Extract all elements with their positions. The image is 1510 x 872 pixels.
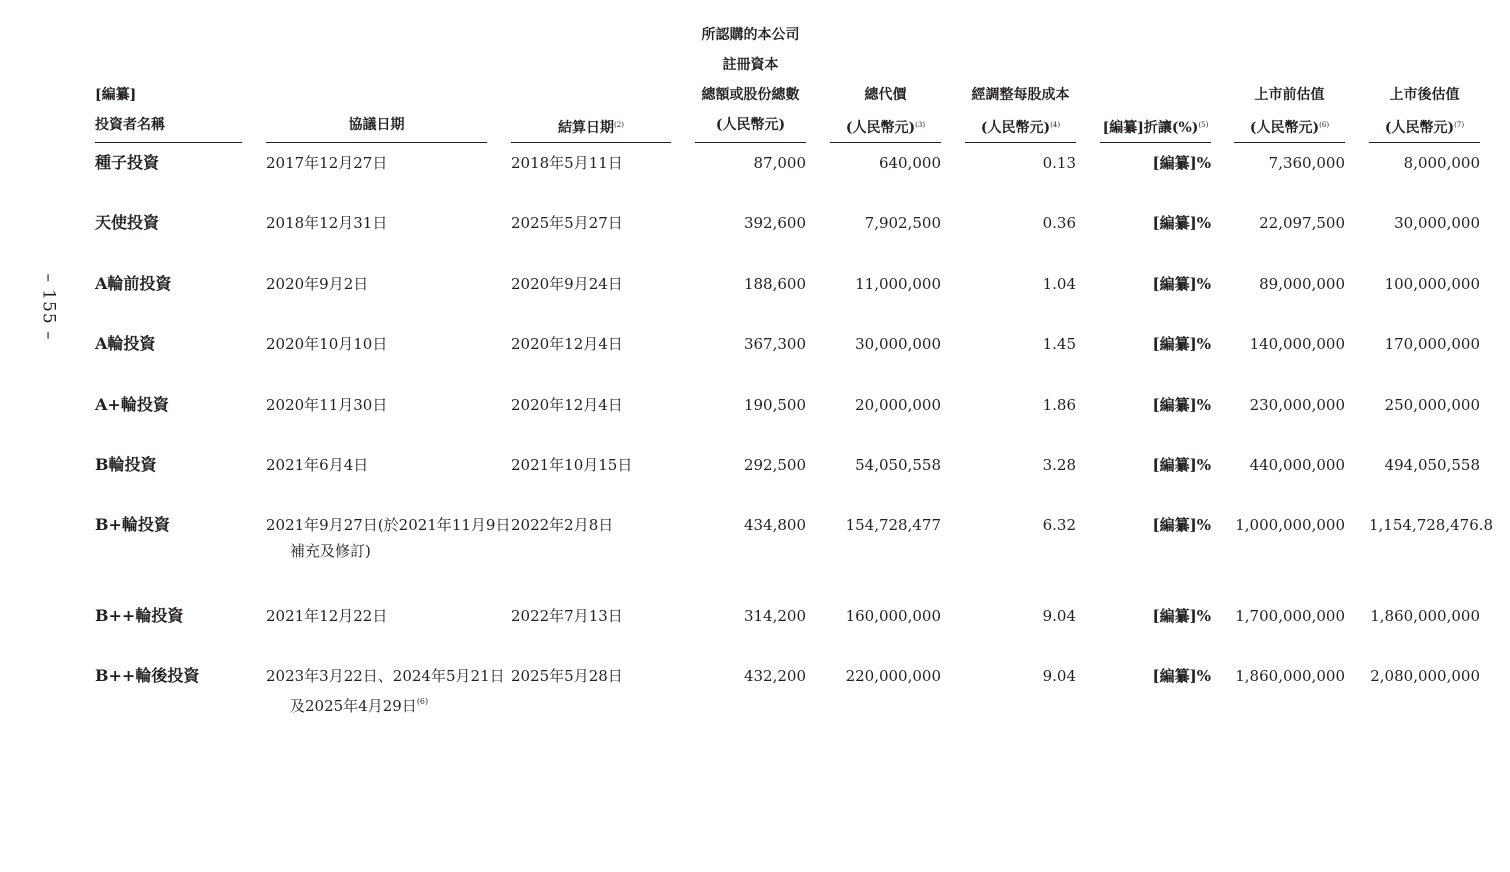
table-cell-capital — [695, 150, 806, 176]
table-cell-consideration — [830, 663, 941, 689]
table-cell-cost — [965, 452, 1076, 478]
cell-text: [編纂]% — [1152, 154, 1211, 172]
table-cell-pre — [1234, 512, 1345, 538]
cell-text: 8,000,000 — [1403, 154, 1480, 172]
table-cell-post — [1369, 512, 1494, 538]
cell-text: 1,860,000,000 — [1235, 667, 1345, 685]
header-line — [1234, 80, 1345, 110]
table-cell-capital — [695, 512, 806, 538]
header-text: 註冊資本 — [722, 57, 779, 73]
table-cell-cost — [965, 663, 1076, 689]
cell-text: 2021年6月4日 — [266, 456, 369, 474]
table-cell-name — [95, 663, 242, 689]
cell-text: 9.04 — [1042, 667, 1076, 685]
cell-text: 7,902,500 — [864, 214, 941, 232]
cell-text: B輪投資 — [95, 455, 157, 474]
table-cell-name — [95, 210, 242, 236]
cell-text: 432,200 — [743, 667, 806, 685]
table-cell-name — [95, 512, 242, 538]
header-underline — [1234, 142, 1345, 143]
column-header-investor — [95, 80, 242, 140]
table-cell-agreement — [266, 150, 487, 176]
table-cell-settlement — [511, 392, 671, 418]
header-underline — [95, 142, 242, 143]
table-cell-settlement — [511, 663, 671, 689]
column-header-agreement-date — [266, 110, 487, 140]
cell-text: 2025年5月28日 — [511, 667, 623, 685]
table-cell-post — [1369, 603, 1480, 629]
cell-text: 494,050,558 — [1384, 456, 1480, 474]
cell-text: 2020年11月30日 — [266, 396, 388, 414]
header-line — [95, 110, 242, 140]
header-text: 所認購的本公司 — [701, 27, 800, 43]
cell-text: 367,300 — [743, 335, 806, 353]
table-cell-consideration — [830, 271, 941, 297]
table-cell-pre — [1234, 392, 1345, 418]
cell-text: 1.04 — [1042, 275, 1076, 293]
header-line — [695, 50, 806, 80]
table-cell-consideration — [830, 603, 941, 629]
header-text: (人民幣元) — [1249, 120, 1320, 136]
cell-text: A+輪投資 — [95, 395, 169, 414]
cell-text: 230,000,000 — [1249, 396, 1345, 414]
table-cell-capital — [695, 331, 806, 357]
table-cell-name — [95, 331, 242, 357]
cell-text: 補充及修訂) — [290, 542, 371, 560]
cell-text: [編纂]% — [1152, 396, 1211, 414]
cell-text: 2020年12月4日 — [511, 396, 623, 414]
header-text: (人民幣元) — [980, 120, 1051, 136]
table-cell-pre — [1234, 663, 1345, 689]
cell-text: 1.45 — [1042, 335, 1076, 353]
page-number: – 155 – — [39, 273, 60, 341]
cell-text-continued — [266, 538, 487, 564]
table-cell-agreement — [266, 663, 505, 719]
table-cell-name — [95, 271, 242, 297]
header-text: (人民幣元) — [1384, 120, 1455, 136]
header-line — [1100, 110, 1211, 143]
cell-text: 0.13 — [1042, 154, 1076, 172]
table-cell-pre — [1234, 271, 1345, 297]
header-line — [1369, 110, 1480, 143]
cell-text: 54,050,558 — [855, 456, 941, 474]
table-cell-post — [1369, 663, 1480, 689]
cell-text: 434,800 — [743, 516, 806, 534]
header-text: 結算日期 — [558, 120, 615, 136]
table-cell-settlement — [511, 512, 671, 538]
header-text: 上市後估值 — [1389, 87, 1460, 103]
cell-text: 7,360,000 — [1268, 154, 1345, 172]
header-line — [830, 80, 941, 110]
cell-text: 9.04 — [1042, 607, 1076, 625]
header-line — [95, 80, 242, 110]
header-underline — [511, 142, 671, 143]
cell-text: 30,000,000 — [1394, 214, 1480, 232]
table-cell-agreement — [266, 512, 511, 564]
cell-text: 及2025年4月29日 — [290, 697, 417, 715]
header-text: 上市前估值 — [1254, 87, 1325, 103]
table-cell-pre — [1234, 603, 1345, 629]
cell-text: [編纂]% — [1152, 335, 1211, 353]
cell-text: 440,000,000 — [1249, 456, 1345, 474]
cell-text: 2022年7月13日 — [511, 607, 623, 625]
cell-text: 1,700,000,000 — [1235, 607, 1345, 625]
cell-text: [編纂]% — [1152, 214, 1211, 232]
cell-text: 89,000,000 — [1259, 275, 1345, 293]
header-line — [830, 110, 941, 143]
table-cell-cost — [965, 331, 1076, 357]
table-cell-consideration — [830, 331, 941, 357]
table-cell-discount — [1100, 512, 1211, 538]
header-underline — [266, 142, 487, 143]
column-header-pre-valuation — [1234, 80, 1345, 143]
table-cell-consideration — [830, 512, 941, 538]
cell-text: 2020年9月2日 — [266, 275, 369, 293]
table-cell-agreement — [266, 603, 487, 629]
table-cell-agreement — [266, 452, 487, 478]
table-cell-pre — [1234, 331, 1345, 357]
column-header-post-valuation — [1369, 80, 1480, 143]
header-text: (人民幣元) — [845, 120, 916, 136]
table-cell-post — [1369, 210, 1480, 236]
table-cell-capital — [695, 603, 806, 629]
cell-text: 2025年5月27日 — [511, 214, 623, 232]
cell-text-continued — [266, 689, 487, 719]
cell-text: 188,600 — [743, 275, 806, 293]
header-line — [511, 110, 671, 143]
header-underline — [1369, 142, 1480, 143]
header-underline — [830, 142, 941, 143]
header-line — [1234, 110, 1345, 143]
table-cell-cost — [965, 271, 1076, 297]
header-underline — [965, 142, 1076, 143]
cell-text: [編纂]% — [1152, 667, 1211, 685]
cell-text: 154,728,477 — [845, 516, 941, 534]
header-line — [695, 110, 806, 140]
cell-text: 2020年10月10日 — [266, 335, 388, 353]
table-cell-post — [1369, 392, 1480, 418]
table-cell-settlement — [511, 603, 671, 629]
cell-text: [編纂]% — [1152, 516, 1211, 534]
cell-text: 天使投資 — [95, 213, 160, 232]
table-cell-capital — [695, 452, 806, 478]
cell-text: 22,097,500 — [1259, 214, 1345, 232]
column-header-consideration — [830, 80, 941, 143]
cell-text: 2020年12月4日 — [511, 335, 623, 353]
cell-text: A輪前投資 — [95, 274, 172, 293]
cell-text: 220,000,000 — [845, 667, 941, 685]
table-cell-discount — [1100, 271, 1211, 297]
table-cell-capital — [695, 210, 806, 236]
table-cell-discount — [1100, 392, 1211, 418]
cell-text: 2023年3月22日、2024年5月21日 — [266, 667, 505, 685]
cell-text: 2021年9月27日(於2021年11月9日 — [266, 516, 511, 534]
cell-text: 640,000 — [878, 154, 941, 172]
table-cell-discount — [1100, 150, 1211, 176]
table-cell-discount — [1100, 210, 1211, 236]
cell-text: 2021年12月22日 — [266, 607, 388, 625]
table-cell-settlement — [511, 331, 671, 357]
header-line — [266, 110, 487, 140]
cell-text: 140,000,000 — [1249, 335, 1345, 353]
table-cell-settlement — [511, 210, 671, 236]
column-header-registered-capital — [695, 20, 806, 140]
header-line — [695, 80, 806, 110]
header-text: 總代價 — [864, 87, 907, 103]
table-cell-settlement — [511, 452, 671, 478]
table-cell-agreement — [266, 331, 487, 357]
cell-text: 2017年12月27日 — [266, 154, 388, 172]
table-cell-pre — [1234, 210, 1345, 236]
cell-text: 2018年5月11日 — [511, 154, 623, 172]
cell-text: 170,000,000 — [1384, 335, 1480, 353]
table-cell-agreement — [266, 271, 487, 297]
cell-text: 種子投資 — [95, 153, 160, 172]
table-cell-post — [1369, 452, 1480, 478]
table-cell-name — [95, 603, 242, 629]
cell-text: 392,600 — [743, 214, 806, 232]
cell-text: 2021年10月15日 — [511, 456, 633, 474]
column-header-adjusted-cost — [965, 80, 1076, 143]
cell-text: 100,000,000 — [1384, 275, 1480, 293]
cell-text: 160,000,000 — [845, 607, 941, 625]
header-text: 投資者名稱 — [95, 117, 165, 133]
cell-text: 1,000,000,000 — [1235, 516, 1345, 534]
header-line — [965, 80, 1076, 110]
cell-text: [編纂]% — [1152, 607, 1211, 625]
cell-text: 1,860,000,000 — [1370, 607, 1480, 625]
header-underline — [695, 142, 806, 143]
header-text: 協議日期 — [348, 117, 405, 133]
table-cell-capital — [695, 392, 806, 418]
cell-text: 1.86 — [1042, 396, 1076, 414]
footnote-marker: (4) — [1050, 121, 1061, 129]
table-cell-cost — [965, 150, 1076, 176]
column-header-discount — [1100, 110, 1211, 143]
table-cell-discount — [1100, 452, 1211, 478]
cell-text: 2018年12月31日 — [266, 214, 388, 232]
table-cell-discount — [1100, 663, 1211, 689]
cell-text: 2022年2月8日 — [511, 516, 614, 534]
cell-text: 20,000,000 — [855, 396, 941, 414]
cell-text: A輪投資 — [95, 334, 156, 353]
table-cell-capital — [695, 271, 806, 297]
cell-text: B+輪投資 — [95, 515, 170, 534]
header-line — [965, 110, 1076, 143]
cell-text: 2020年9月24日 — [511, 275, 623, 293]
table-cell-agreement — [266, 392, 487, 418]
header-underline — [1100, 142, 1211, 143]
cell-text: 87,000 — [753, 154, 806, 172]
table-cell-cost — [965, 603, 1076, 629]
footnote-marker: (6) — [416, 697, 429, 706]
table-cell-pre — [1234, 452, 1345, 478]
table-cell-consideration — [830, 210, 941, 236]
cell-text: 250,000,000 — [1384, 396, 1480, 414]
footnote-marker: (2) — [614, 121, 624, 129]
footnote-marker: (7) — [1454, 121, 1465, 129]
table-cell-consideration — [830, 452, 941, 478]
table-cell-name — [95, 150, 242, 176]
cell-text: 314,200 — [743, 607, 806, 625]
table-cell-capital — [695, 663, 806, 689]
cell-text: B++輪投資 — [95, 606, 184, 625]
cell-text: B++輪後投資 — [95, 666, 200, 685]
cell-text: 6.32 — [1042, 516, 1076, 534]
header-text: (人民幣元) — [715, 117, 786, 133]
table-cell-post — [1369, 331, 1480, 357]
cell-text: 292,500 — [743, 456, 806, 474]
cell-text: 11,000,000 — [855, 275, 941, 293]
table-cell-post — [1369, 271, 1480, 297]
table-cell-consideration — [830, 150, 941, 176]
table-cell-pre — [1234, 150, 1345, 176]
cell-text: [編纂]% — [1152, 275, 1211, 293]
table-cell-agreement — [266, 210, 487, 236]
cell-text: 2,080,000,000 — [1370, 667, 1480, 685]
table-cell-post — [1369, 150, 1480, 176]
table-cell-name — [95, 392, 242, 418]
header-line — [695, 20, 806, 50]
table-cell-settlement — [511, 271, 671, 297]
header-text: 總額或股份總數 — [701, 87, 800, 103]
cell-text: [編纂]% — [1152, 456, 1211, 474]
cell-text: 3.28 — [1042, 456, 1076, 474]
header-text: [編纂]折讓(%) — [1102, 120, 1199, 136]
header-text: 經調整每股成本 — [971, 87, 1070, 103]
table-cell-settlement — [511, 150, 671, 176]
table-cell-discount — [1100, 331, 1211, 357]
table-cell-cost — [965, 392, 1076, 418]
table-cell-cost — [965, 512, 1076, 538]
cell-text: 30,000,000 — [855, 335, 941, 353]
cell-text: 190,500 — [743, 396, 806, 414]
column-header-settlement-date — [511, 110, 671, 143]
table-cell-name — [95, 452, 242, 478]
footnote-marker: (6) — [1319, 121, 1330, 129]
header-line — [1369, 80, 1480, 110]
table-cell-consideration — [830, 392, 941, 418]
header-text: [編纂] — [95, 87, 137, 103]
cell-text: 0.36 — [1042, 214, 1076, 232]
table-cell-cost — [965, 210, 1076, 236]
footnote-marker: (3) — [915, 121, 926, 129]
footnote-marker: (5) — [1198, 121, 1209, 129]
cell-text: 1,154,728,476.8 — [1369, 516, 1494, 534]
table-cell-discount — [1100, 603, 1211, 629]
